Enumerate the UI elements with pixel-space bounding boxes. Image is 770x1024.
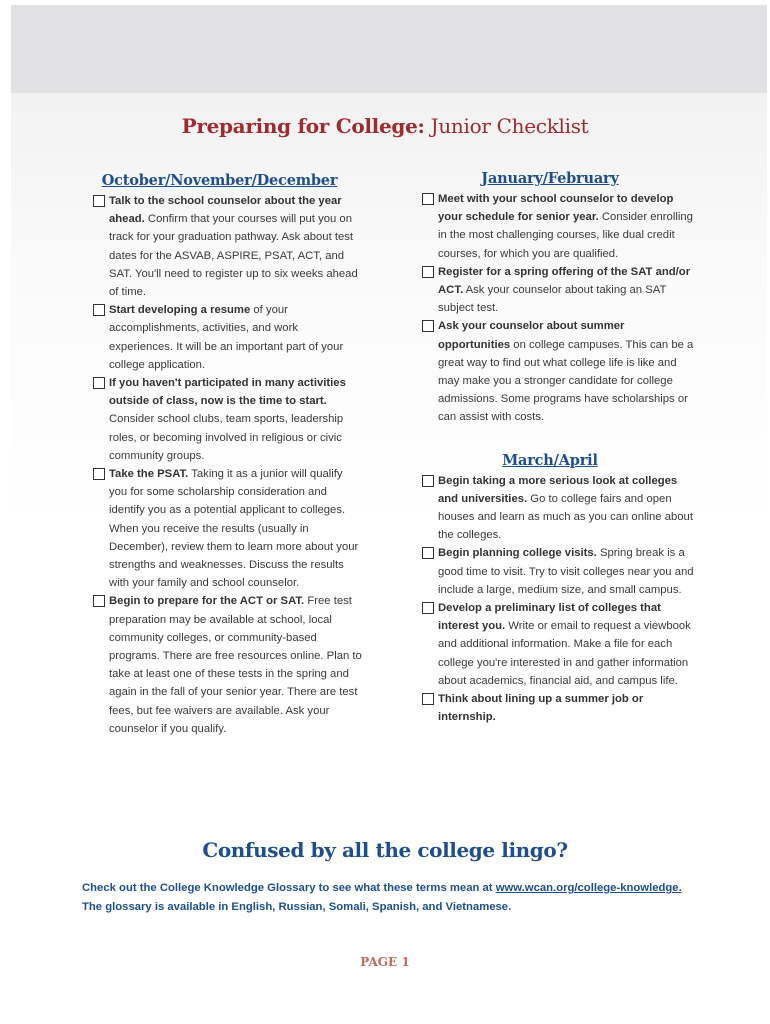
checklist-item-lead: Begin planning college visits. bbox=[438, 547, 597, 560]
checklist-item bbox=[92, 192, 362, 301]
checkbox[interactable] bbox=[422, 475, 434, 487]
glossary-text-after: The glossary is available in English, Russian, Somali, Spanish, and Vietnamese. bbox=[82, 900, 512, 913]
checklist-item-body: Free test preparation may be available at school, local community colleges, or community-based programs. There are free resources online. Plan to take at least one of these tests in the spring and again in the fall of your senior year. There are test fees, but fee waivers are available. Ask your counselor if you qualify. bbox=[109, 595, 362, 735]
section-heading-oct-nov-dec: October/November/December bbox=[101, 172, 338, 189]
page-number: PAGE 1 bbox=[360, 955, 410, 969]
checklist-item-lead: Start developing a resume bbox=[109, 304, 251, 317]
checkbox[interactable] bbox=[93, 595, 105, 607]
checklist-item bbox=[421, 317, 696, 426]
checklist-item bbox=[92, 465, 362, 592]
section-heading-jan-feb: January/February bbox=[481, 170, 619, 187]
checkbox[interactable] bbox=[93, 377, 105, 389]
checklist-item-body: Go to college fairs and open houses and learn as much as you can online about the colleges. bbox=[438, 492, 693, 542]
checkbox[interactable] bbox=[422, 547, 434, 559]
checklist-item-body: of your accomplishments, activities, and work experiences. It will be an important part of your college application. bbox=[109, 304, 344, 371]
checklist-item-body: Confirm that your courses will put you on track for your graduation pathway. Ask about test dates for the ASVAB, ASPIRE, PSAT, ACT, and SAT. You'll need to register up to six weeks ahead of time. bbox=[109, 213, 358, 299]
glossary-text-before: Check out the College Knowledge Glossary to see what these terms mean at bbox=[82, 882, 496, 894]
title-bold: Preparing for College: bbox=[181, 114, 425, 138]
section-heading-mar-apr: March/April bbox=[502, 451, 598, 469]
checklist-item-lead: Register for a spring offering of the SAT and/or ACT. bbox=[438, 265, 691, 297]
checklist-item bbox=[421, 599, 696, 690]
header-band bbox=[11, 5, 767, 93]
glossary-link[interactable]: www.wcan.org/college-knowledge. bbox=[495, 882, 682, 894]
checklist-item-lead: If you haven't participated in many activities outside of class, now is the time to start. bbox=[109, 377, 346, 408]
checklist-item bbox=[92, 374, 362, 465]
page-title bbox=[0, 114, 770, 138]
checklist-item-body: Consider school clubs, team sports, leadership roles, or becoming involved in religious or civic community groups. bbox=[109, 413, 344, 462]
checklist-item-body: Write or email to request a viewbook and additional information. Make a file for each college you're interested in and gather information about academics, financial aid, and campus life. bbox=[438, 620, 691, 687]
checklist-item bbox=[92, 592, 362, 738]
column-oct-nov-dec bbox=[92, 170, 362, 738]
checklist-item-lead: Begin taking a more serious look at colleges and universities. bbox=[438, 474, 678, 505]
checkbox[interactable] bbox=[422, 266, 434, 278]
checkbox[interactable] bbox=[422, 193, 434, 205]
checklist-item-body: Consider enrolling in the most challenging courses, like dual credit courses, for which you are qualified. bbox=[438, 211, 693, 260]
checkbox[interactable] bbox=[93, 195, 105, 207]
checklist-mar-apr bbox=[421, 472, 696, 727]
checkbox[interactable] bbox=[93, 304, 105, 316]
checklist-item-lead: Ask your counselor about summer opportunities bbox=[438, 320, 625, 351]
checklist-item bbox=[421, 190, 696, 263]
checklist-item-lead: Talk to the school counselor about the year ahead. bbox=[109, 195, 342, 226]
checkbox[interactable] bbox=[93, 468, 105, 480]
checkbox[interactable] bbox=[422, 320, 434, 332]
checkbox[interactable] bbox=[422, 693, 434, 705]
checklist-oct-nov-dec bbox=[92, 192, 362, 738]
checklist-item-body: Taking it as a junior will qualify you for some scholarship consideration and identify you as a potential applicant to colleges. When you receive the results (usually in December), review them to learn more about your strengths and weaknesses. Discuss the results with your family and school counselor. bbox=[109, 468, 359, 590]
checklist-item bbox=[421, 544, 696, 599]
title-light: Junior Checklist bbox=[424, 114, 589, 138]
checklist-item-body: Spring break is a good time to visit. Try to visit colleges near you and include a large, medium size, and small campus. bbox=[438, 547, 694, 596]
checklist-item-lead: Take the PSAT. bbox=[109, 468, 189, 481]
checklist-jan-feb bbox=[421, 190, 696, 427]
checklist-item-lead: Develop a preliminary list of colleges that interest you. bbox=[438, 602, 661, 633]
column-right bbox=[421, 168, 696, 726]
checklist-item bbox=[421, 690, 696, 726]
checklist-item bbox=[421, 263, 696, 318]
checklist-item-lead: Meet with your school counselor to develop your schedule for senior year. bbox=[438, 193, 674, 224]
checklist-item-lead: Think about lining up a summer job or internship. bbox=[438, 693, 644, 724]
checklist-item-body: on college campuses. This can be a great way to find out what college life is like and may make you a stronger candidate for college admissions. Some programs have scholarships or can assist with costs. bbox=[438, 338, 694, 424]
checklist-item bbox=[92, 301, 362, 374]
lingo-heading: Confused by all the college lingo? bbox=[202, 838, 568, 862]
checklist-item-lead: Begin to prepare for the ACT or SAT. bbox=[109, 595, 305, 608]
checklist-item bbox=[421, 472, 696, 545]
glossary-paragraph bbox=[82, 879, 682, 916]
checklist-item-body: Ask your counselor about taking an SAT subject test. bbox=[438, 284, 667, 315]
checkbox[interactable] bbox=[422, 602, 434, 614]
